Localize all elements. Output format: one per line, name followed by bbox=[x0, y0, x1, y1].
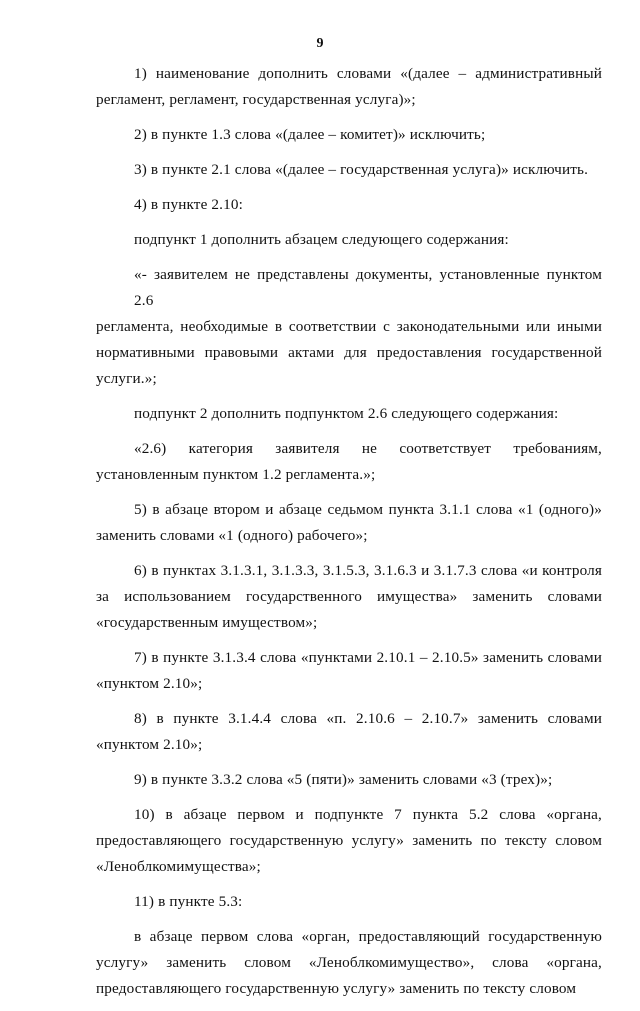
text-line: «государственным имуществом»; bbox=[96, 614, 318, 631]
text-line: «2.6) категория заявителя не соответствует требованиям, bbox=[134, 440, 602, 457]
text-line: «пунктом 2.10»; bbox=[96, 675, 203, 692]
text-line: заменить словами «1 (одного) рабочего»; bbox=[96, 527, 368, 544]
paragraph bbox=[96, 645, 602, 697]
text-line: услугу» заменить словом «Леноблкомимущество», слова «органа, bbox=[96, 954, 602, 971]
text-line: подпункт 1 дополнить абзацем следующего содержания: bbox=[134, 231, 509, 248]
text-line: услуги.»; bbox=[96, 370, 157, 387]
text-line: 8) в пункте 3.1.4.4 слова «п. 2.10.6 – 2.10.7» заменить словами bbox=[134, 710, 602, 727]
text-line: 4) в пункте 2.10: bbox=[134, 196, 243, 213]
text-line: «- заявителем не представлены документы, установленные пунктом 2.6 bbox=[134, 266, 602, 309]
paragraph bbox=[96, 436, 602, 488]
text-line: 9) в пункте 3.3.2 слова «5 (пяти)» заменить словами «3 (трех)»; bbox=[134, 771, 553, 788]
paragraph bbox=[96, 227, 602, 253]
text-line: регламент, регламент, государственная услуга)»; bbox=[96, 91, 416, 108]
page-number: 9 bbox=[316, 36, 324, 51]
paragraph bbox=[96, 706, 602, 758]
paragraph bbox=[96, 558, 602, 636]
text-line: «пунктом 2.10»; bbox=[96, 736, 203, 753]
paragraph bbox=[96, 889, 602, 915]
document-body bbox=[96, 61, 602, 1011]
text-line: 5) в абзаце втором и абзаце седьмом пункта 3.1.1 слова «1 (одного)» bbox=[134, 501, 602, 518]
text-line: 3) в пункте 2.1 слова «(далее – государственная услуга)» исключить. bbox=[134, 161, 589, 178]
text-line: 6) в пунктах 3.1.3.1, 3.1.3.3, 3.1.5.3, 3.1.6.3 и 3.1.7.3 слова «и контроля bbox=[134, 562, 602, 579]
text-line: 10) в абзаце первом и подпункте 7 пункта 5.2 слова «органа, bbox=[134, 806, 602, 823]
paragraph bbox=[96, 192, 602, 218]
text-line: 11) в пункте 5.3: bbox=[134, 893, 243, 910]
paragraph bbox=[96, 122, 602, 148]
paragraph bbox=[96, 497, 602, 549]
paragraph bbox=[96, 802, 602, 880]
text-line: 1) наименование дополнить словами «(далее – административный bbox=[134, 65, 602, 82]
text-line: подпункт 2 дополнить подпунктом 2.6 следующего содержания: bbox=[134, 405, 559, 422]
paragraph bbox=[96, 61, 602, 113]
text-line: установленным пунктом 1.2 регламента.»; bbox=[96, 466, 376, 483]
paragraph bbox=[96, 924, 602, 1002]
text-line: нормативными правовыми актами для предоставления государственной bbox=[96, 344, 602, 361]
text-line: регламента, необходимые в соответствии с законодательными или иными bbox=[96, 318, 602, 335]
text-line: «Леноблкомимущества»; bbox=[96, 858, 261, 875]
paragraph bbox=[96, 157, 602, 183]
paragraph bbox=[96, 767, 602, 793]
paragraph bbox=[96, 262, 602, 392]
text-line: 2) в пункте 1.3 слова «(далее – комитет)» исключить; bbox=[134, 126, 486, 143]
text-line: предоставляющего государственную услугу» заменить по тексту словом bbox=[96, 980, 577, 997]
paragraph bbox=[96, 401, 602, 427]
text-line: 7) в пункте 3.1.3.4 слова «пунктами 2.10.1 – 2.10.5» заменить словами bbox=[134, 649, 602, 666]
text-line: в абзаце первом слова «орган, предоставляющий государственную bbox=[134, 928, 602, 945]
text-line: предоставляющего государственную услугу» заменить по тексту словом bbox=[96, 832, 602, 849]
text-line: за использованием государственного имущества» заменить словами bbox=[96, 588, 602, 605]
